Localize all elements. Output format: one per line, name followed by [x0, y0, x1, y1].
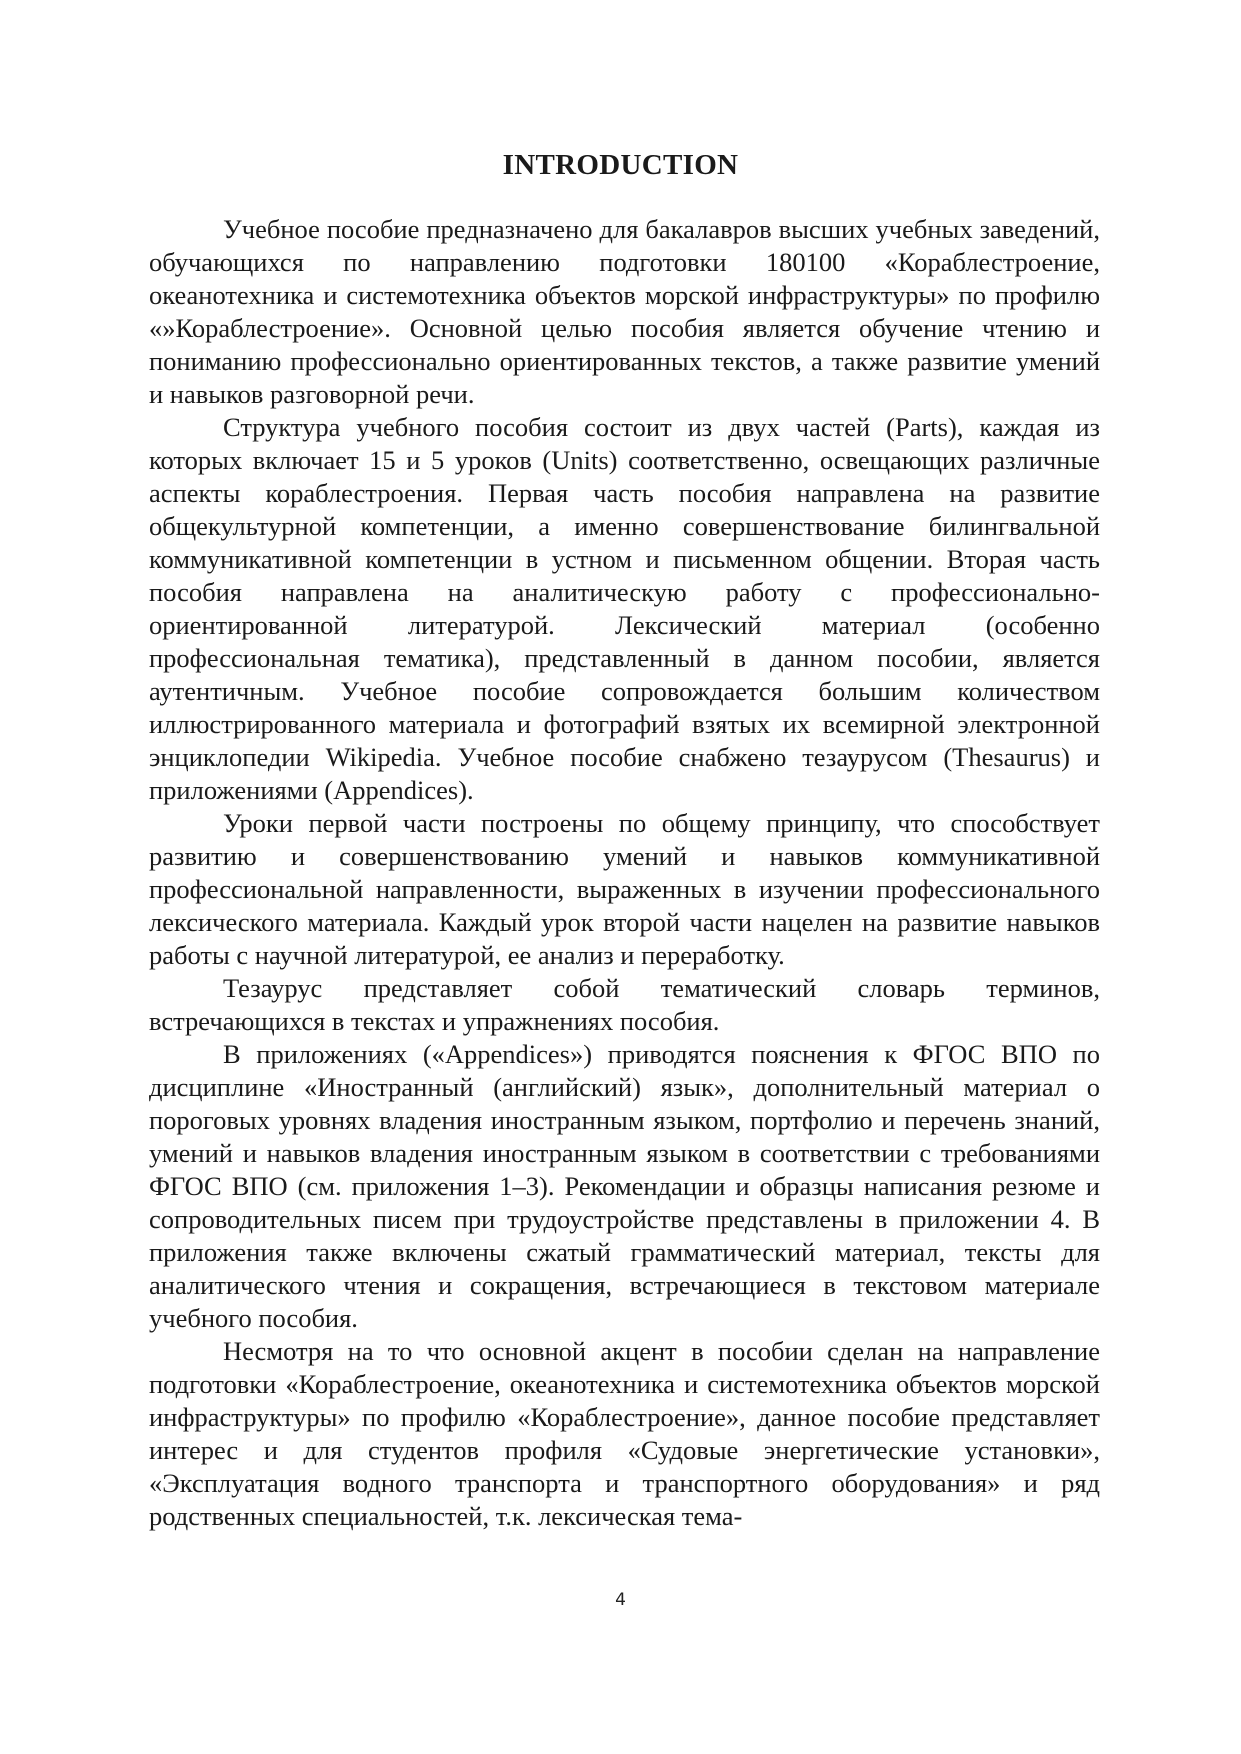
paragraph-audience: Несмотря на то что основной акцент в пособии сделан на направление подготовки «Кораблестроение, океанотехника и системотехника объектов морской инфраструктуры» по профилю «Кораблестроение», данное пособие представляет интерес и для студентов профиля «Судовые энергетические установки», «Эксплуатация водного транспорта и транспортного оборудования» и ряд родственных специальностей, т.к. лексическая тема- [149, 1336, 1100, 1531]
paragraph-lessons: Уроки первой части построены по общему принципу, что способствует развитию и совершенствованию умений и навыков коммуникативной профессиональной направленности, выраженных в изучении профессионального лексического материала. Каждый урок второй части нацелен на развитие навыков работы с научной литературой, ее анализ и переработку. [149, 808, 1100, 970]
page-title: INTRODUCTION [502, 149, 739, 181]
paragraph-appendices: В приложениях («Appendices») приводятся пояснения к ФГОС ВПО по дисциплине «Иностранный (английский) язык», дополнительный материал о пороговых уровнях владения иностранным языком, портфолио и перечень знаний, умений и навыков владения иностранным языком в соответствии с требованиями ФГОС ВПО (см. приложения 1–3). Рекомендации и образцы написания резюме и сопроводительных писем при трудоустройстве представлены в приложении 4. В приложения также включены сжатый грамматический материал, тексты для аналитического чтения и сокращения, встречающиеся в текстовом материале учебного пособия. [149, 1039, 1100, 1333]
paragraph-purpose: Учебное пособие предназначено для бакалавров высших учебных заведений, обучающихся по направлению подготовки 180100 «Кораблестроение, океанотехника и системотехника объектов морской инфраструктуры» по профилю «»Кораблестроение». Основной целью пособия является обучение чтению и пониманию профессионально ориентированных текстов, а также развитие умений и навыков разговорной речи. [149, 214, 1100, 409]
body-text [149, 213, 1100, 1533]
page-number: 4 [615, 1590, 626, 1610]
paragraph-thesaurus: Тезаурус представляет собой тематический словарь терминов, встречающихся в текстах и упражнениях пособия. [149, 973, 1100, 1036]
paragraph-structure: Структура учебного пособия состоит из двух частей (Parts), каждая из которых включает 15 и 5 уроков (Units) соответственно, освещающих различные аспекты кораблестроения. Первая часть пособия направлена на развитие общекультурной компетенции, а именно совершенствование билингвальной коммуникативной компетенции в устном и письменном общении. Вторая часть пособия направлена на аналитическую работу с профессионально-ориентированной литературой. Лексический материал (особенно профессиональная тематика), представленный в данном пособии, является аутентичным. Учебное пособие сопровождается большим количеством иллюстрированного материала и фотографий взятых их всемирной электронной энциклопедии Wikipedia. Учебное пособие снабжено тезаурусом (Thesaurus) и приложениями (Appendices). [149, 412, 1100, 805]
